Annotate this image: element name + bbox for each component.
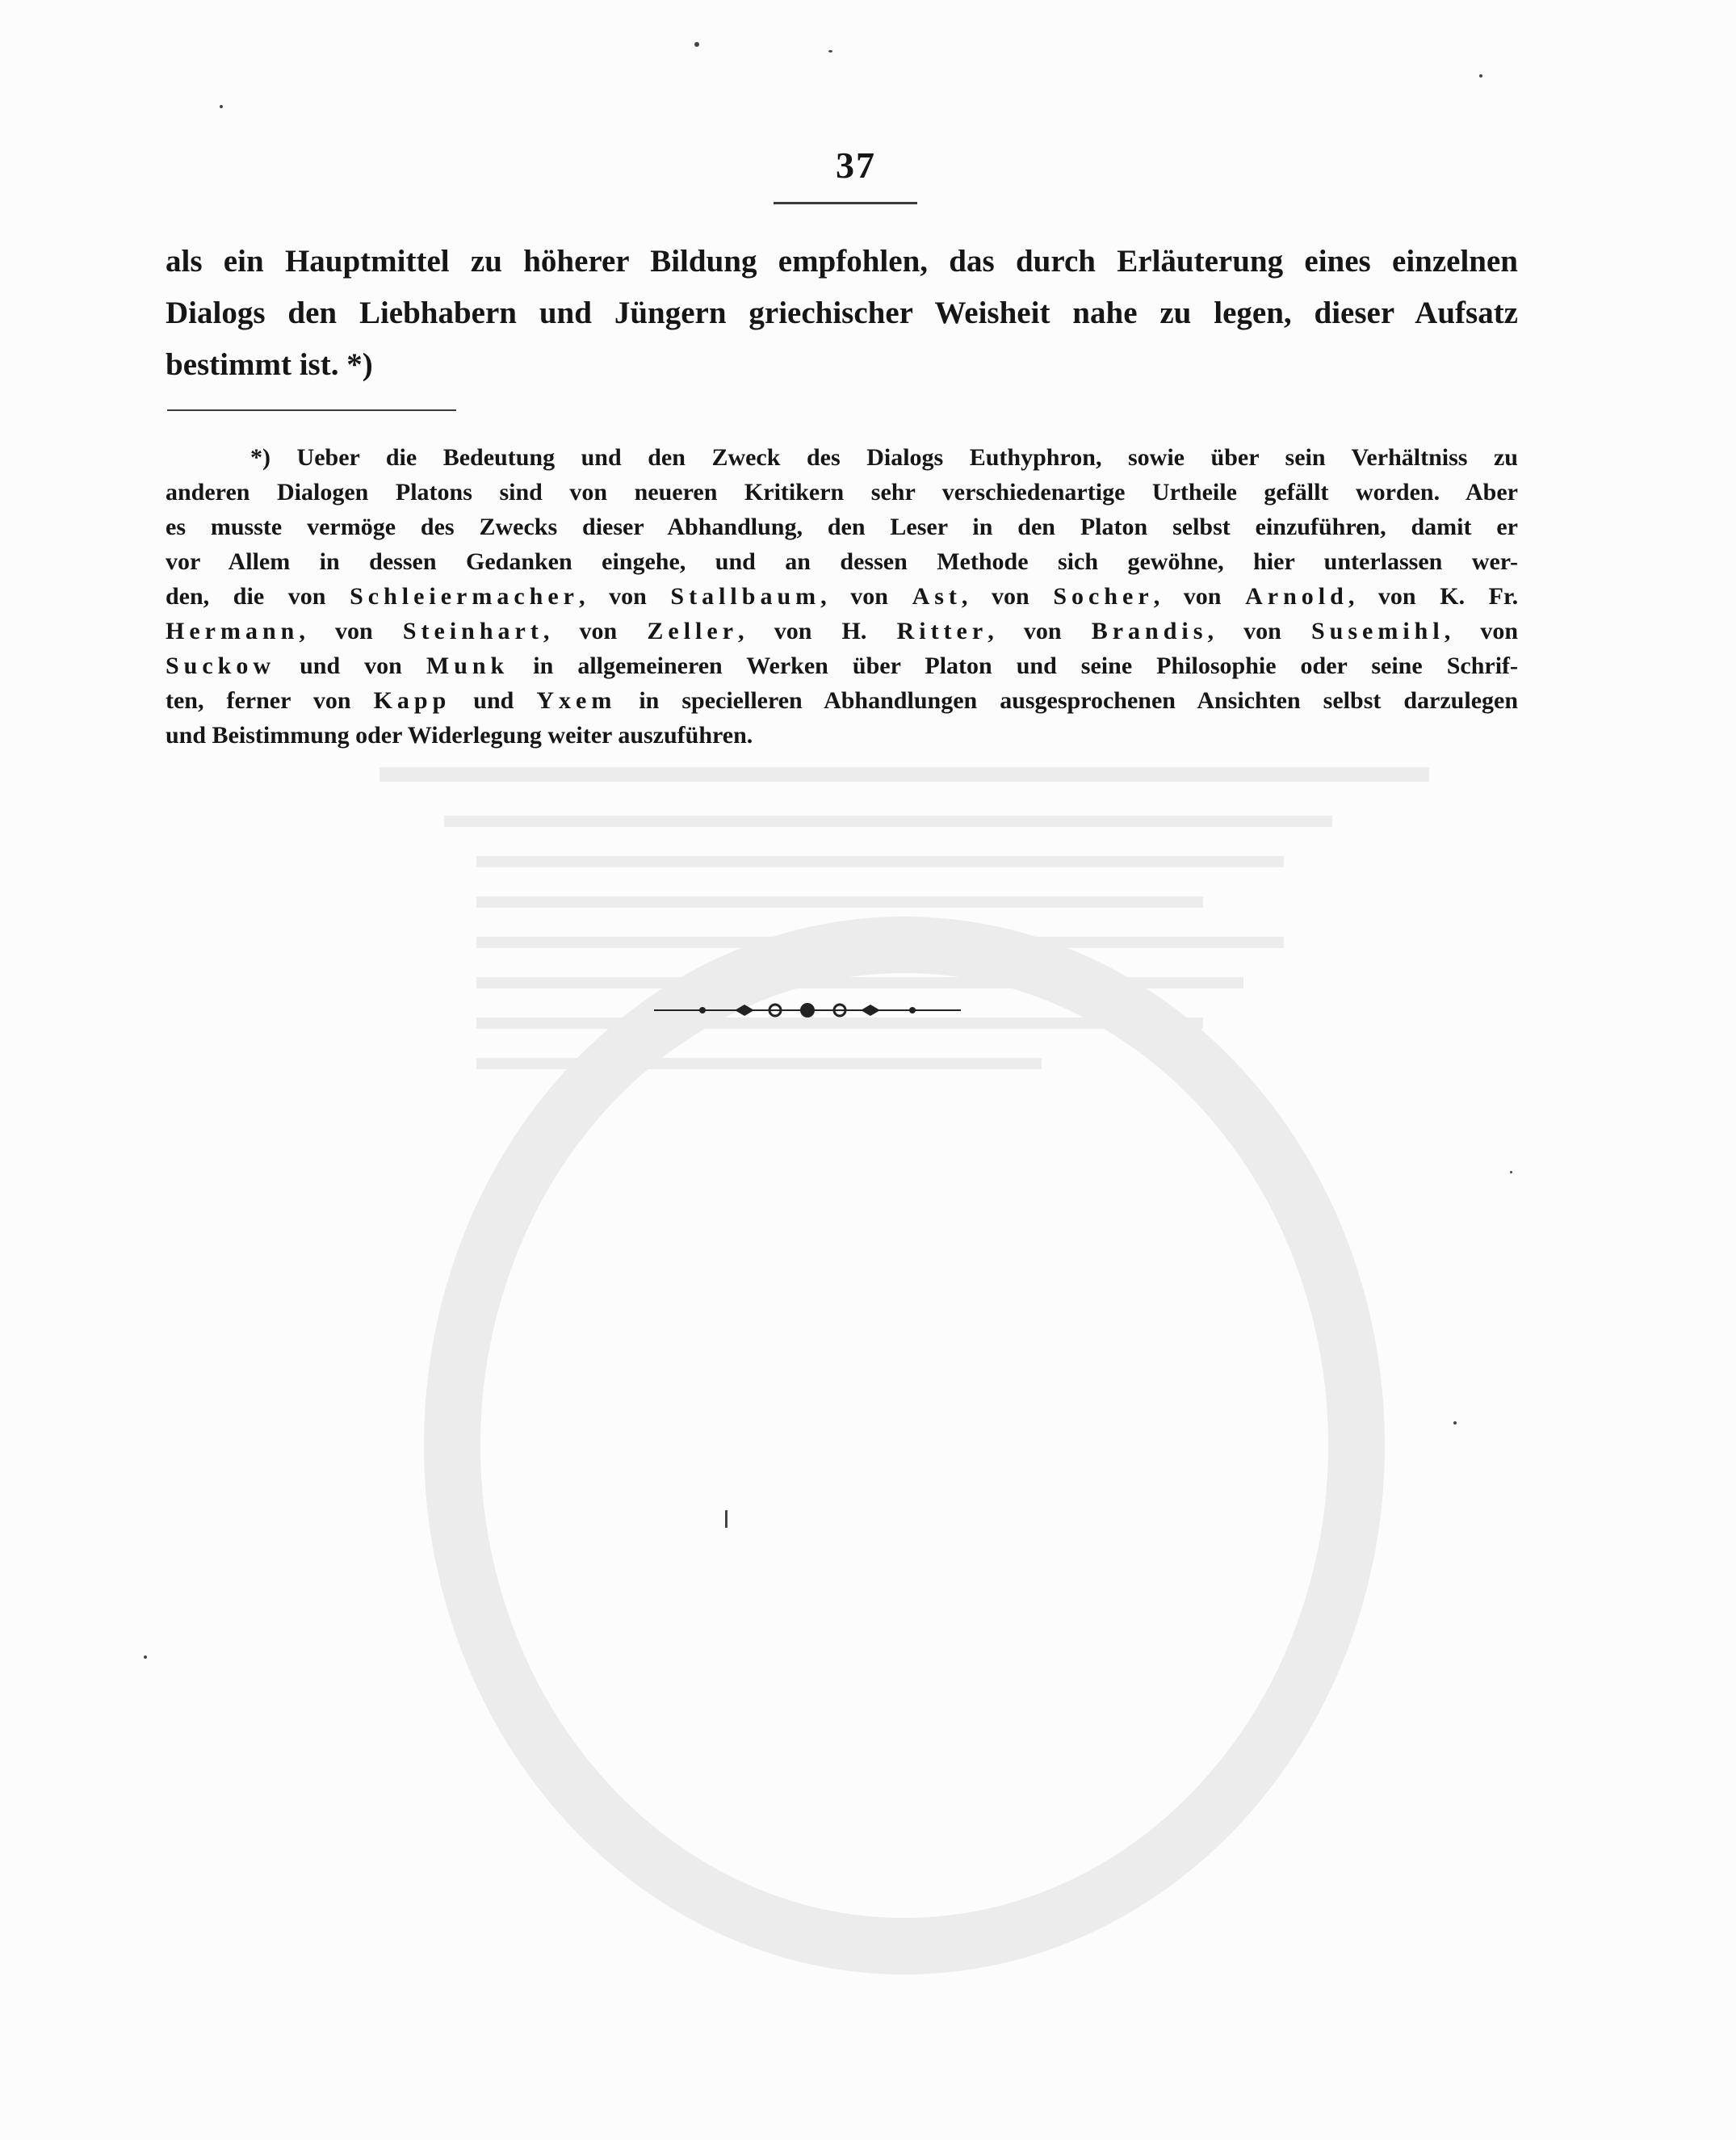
main-text-line: bestimmt ist. *) (166, 347, 373, 382)
footnote-line (166, 614, 1518, 648)
author-name: Stallbaum (670, 583, 821, 610)
footnote-line: und Beistimmung oder Widerlegung weiter auszuführen. (166, 722, 753, 749)
footnote-line: es musste vermöge des Zwecks dieser Abhandlung, den Leser in den Platon selbst einzuführen, damit er (166, 514, 1518, 540)
author-name: Zeller (647, 618, 739, 644)
footnote-text: den, die von (166, 583, 326, 610)
footnote-line (166, 683, 1518, 718)
scan-speck (1453, 1421, 1457, 1425)
scan-speck (144, 1655, 147, 1659)
footnote-text: , von (299, 618, 373, 644)
footnote-line (166, 648, 1518, 683)
footnote-line (166, 579, 1518, 614)
footnote-text: und von (300, 652, 402, 679)
author-name: Hermann (166, 618, 300, 644)
footnote-text: in specielleren Abhandlungen ausgesprochenen Ansichten selbst darzulegen (639, 687, 1519, 714)
scan-speck (828, 50, 832, 52)
footnote-line: anderen Dialogen Platons sind von neueren Kritikern sehr verschiedenartige Urtheile gefällt worden. Aber (166, 479, 1518, 506)
footnote-text: , von (1444, 618, 1519, 644)
scan-speck (694, 42, 699, 47)
footnote-text: , von K. Fr. (1348, 583, 1519, 610)
main-text-line: als ein Hauptmittel zu höherer Bildung empfohlen, das durch Erläuterung eines einzelnen (166, 244, 1518, 279)
author-name: Steinhart (402, 618, 543, 644)
footnote-text: , von (543, 618, 618, 644)
author-name: Ritter (896, 618, 988, 644)
footnote-text: und (473, 687, 514, 714)
footnote-text: , von (1153, 583, 1222, 610)
author-name: Kapp (373, 687, 451, 714)
scan-speck (725, 1510, 728, 1528)
footnote-text: , von H. (738, 618, 867, 644)
scan-speck (1510, 1171, 1512, 1173)
footnote-text: , von (988, 618, 1062, 644)
main-text-paragraph (166, 236, 1518, 391)
author-name: Suckow (166, 652, 276, 679)
footnote (166, 440, 1518, 753)
page-number-rule (774, 202, 917, 204)
author-name: Schleiermacher (350, 583, 579, 610)
page-number: 37 (836, 145, 876, 186)
author-name: Socher (1053, 583, 1154, 610)
scan-speck (1479, 74, 1482, 78)
footnote-line: *) Ueber die Bedeutung und den Zweck des Dialogs Euthyphron, sowie über sein Verhältniss zu (250, 444, 1518, 471)
footnote-text: , von (820, 583, 888, 610)
footnote-line: vor Allem in dessen Gedanken eingehe, und an dessen Methode sich gewöhne, hier unterlassen wer- (166, 548, 1518, 575)
footnote-text: , von (1207, 618, 1281, 644)
author-name: Yxem (536, 687, 617, 714)
footnote-text: ten, ferner von (166, 687, 351, 714)
footnote-text: in allgemeineren Werken über Platon und seine Philosophie oder seine Schrif- (533, 652, 1519, 679)
footnote-text: , von (961, 583, 1029, 610)
ornament-divider-icon (654, 998, 961, 1022)
author-name: Ast (912, 583, 962, 610)
footnote-rule (167, 409, 456, 411)
author-name: Susemihl (1310, 618, 1445, 644)
author-name: Arnold (1245, 583, 1348, 610)
author-name: Munk (426, 652, 509, 679)
scan-speck (220, 105, 223, 108)
main-text-line: Dialogs den Liebhabern und Jüngern griechischer Weisheit nahe zu legen, dieser Aufsatz (166, 296, 1518, 330)
bleed-through-shadow (379, 719, 1429, 2011)
footnote-text: , von (578, 583, 647, 610)
author-name: Brandis (1091, 618, 1208, 644)
